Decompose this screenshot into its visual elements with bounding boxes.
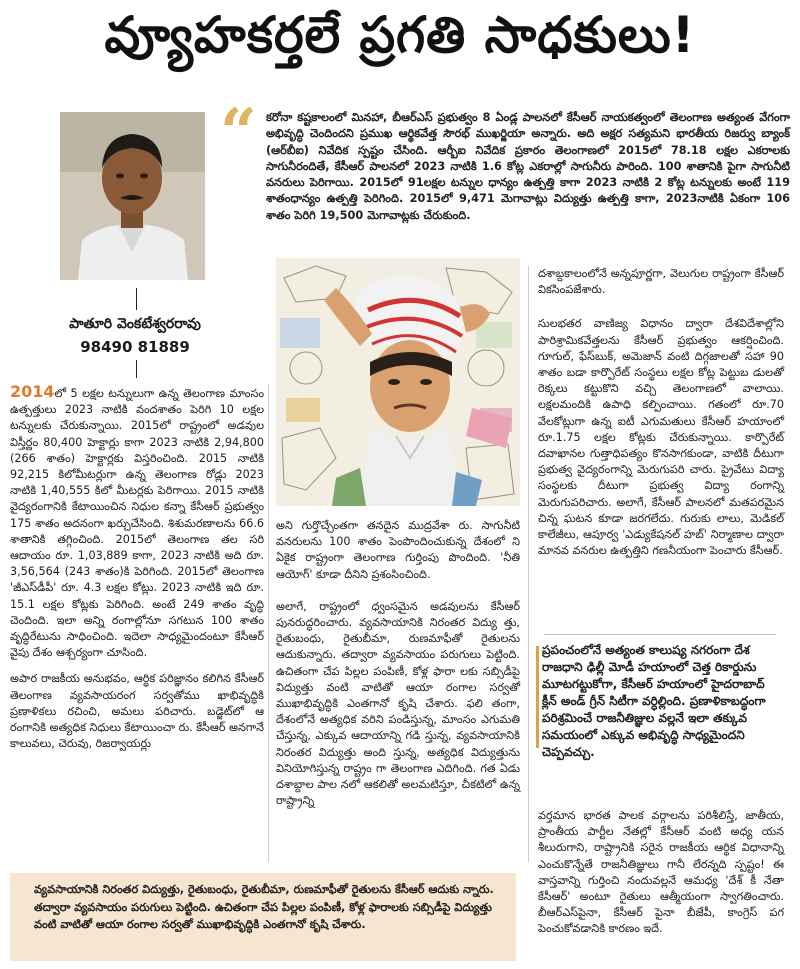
callout-text: వ్యవసాయానికి నిరంతర విద్యుత్తు, రైతుబంధు, రైతుబీమా, రుణమాఫీతో రైతులను కేసీఆర్ ఆదుకు న్నారు. తద్వారా వ్యవసాయం పరుగులు పెట్టింది. ఉచితంగా చేప పిల్లల పంపిణీ, కోళ్ల ఫారాలకు సబ్సిడీపై విద్యుత్తు వంటి వాటితో ఆయా రంగాల సర్వతో ముఖాభివృద్ధికి ఎంతగానో కృషి చేశారు. [34,883,494,931]
col2-paragraph-2: అలాగే, రాష్ట్రంలో ధ్వంసమైన అడవులను కేసీఆర్ పునరుద్ధరించారు. వ్యవసాయానికి నిరంతర విద్యు త్తు, రైతుబంధు, రైతుబీమా, రుణమాఫీతో రైతులను ఆదుకున్నారు. తద్వారా వ్యవసాయం పరుగులు పెట్టింది. ఉచితంగా చేప పిల్లల పంపిణీ, కోళ్ల ఫారా లకు సబ్సిడీపై విద్యుత్తు వంటి వాటితో ఆయా రంగాల సర్వతో ముఖాభివృద్ధికి ఎంతగానో కృషి చేశారు. ఫలి తంగా, దేశంలోనే అత్యధిక వరిని పండిస్తున్న, మాంసం ఎగుమతి చేస్తున్న, ఎక్కువ ఆదాయాన్ని గడి స్తున్న, వ్యవసాయానికి నిరంతర విద్యుత్తు అంది స్తున్న, అత్యధిక విద్యుత్తును వినియోగిస్తున్న రాష్ట్రం గా తెలంగాణ ఎదిగింది. గత ఏడు దశాబ్దాల పాల నలో ఆకలితో అలమటిస్తూ, చీకటిలో ఉన్న రాష్ట్రాన్ని [276,599,520,808]
column-divider-1 [268,384,269,862]
col2-paragraph-1: అని గుర్తొచ్చేంతగా తనదైన ముద్రవేశా రు. సాగునీటి వనరులను 100 శాతం పెంపొందించుకున్న దేశంలో ని ఏకైక రాష్ట్రంగా తెలంగాణ గుర్తింపు పొందింది. 'నీతి ఆయోగ్' కూడా దీనిని ప్రశంసించింది. [276,519,520,581]
author-divider-bottom [136,360,137,378]
lead-year: 2014 [10,382,55,401]
author-portrait-image [60,112,205,280]
column-1 [10,384,264,762]
pullquote: ప్రపంచంలోనే అత్యంత కాలుష్య నగరంగా దేశ రాజధాని ఢిల్లీ మోడీ హయాంలో చెత్త రికార్డును మూటగట్టుకోగా, కేసీఆర్ హయాంలో హైదరాబాద్ క్లీన్ అండ్ గ్రీన్ సిటీగా వర్ధిల్లింది. ప్రణాళికాబద్ధంగా పరిశ్రమించే రాజనీతిజ్ఞుల వల్లనే ఇలా తక్కువ సమయంలో ఎక్కువ అభివృద్ధి సాధ్యమైందని చెప్పవచ్చు. [542,643,766,759]
author-photo [60,112,205,280]
column-3 [538,266,784,569]
col1-paragraph-2: అపార రాజకీయ అనుభవం, ఆర్థిక పరిజ్ఞానం కలిగిన కేసీఆర్ తెలంగాణ వ్యవసాయరంగ సర్వతోము ఖాభివృద్ధికి ప్రణాళికలు రచించి, అమలు పరిచారు. బడ్జెట్‌లో ఆ రంగానికి అత్యధిక నిధులు కేటాయించా రు. కేసీఆర్ అనగానే కాలువలు, చెరువు, రిజర్వాయర్లు [10,672,264,751]
col3-paragraph-1: సులభతర వాణిజ్య విధానం ద్వారా దేశవిదేశాల్లోని పారిశ్రామికవేత్తలను కేసీఆర్ ప్రభుత్వం ఆకర్షించింది. గూగుల్, ఫేస్‌బుక్, అమెజాన్ వంటి దిగ్గజాలతో సహా 90 శాతం బడా కార్పొరేట్ సంస్థలు లక్షల కోట్ల పెట్టుబ డులతో రెక్కలు కట్టుకొని వచ్చి తెలంగాణలో వాలాయి. లక్షలమందికి ఉపాధి కల్పించాయి. గతంలో రూ.70 వేలకోట్లుగా ఉన్న ఐటీ ఎగుమతులు కేసీఆర్ హయాంలో రూ.1.75 లక్షల కోట్లకు చేరుకున్నాయి. కార్పొరేట్ దవాఖానల గుత్తాధిపత్యం కొనసాగకుండా, వాటికి దీటుగా ప్రభుత్వ వైద్యరంగాన్ని మెరుగుపరి చారు. ప్రైవేటు విద్యా సంస్థలకు దీటుగా ప్రభుత్వ విద్యా రంగాన్ని మెరుగుపరిచారు. అలాగే, కేసీఆర్ పాలనలో మతపరమైన చిన్న ఘటన కూడా జరగలేదు. గురుకు లాలు, మెడికల్ కాలేజీలు, ఆపూర్వ 'ఎడ్యుకేషనల్ హబ్' నిర్మాణాల ద్వారా మానవ వనరుల ఉత్పత్తిని గణనీయంగా పెంచారు కేసీఆర్. [538,317,784,558]
author-divider [136,288,137,310]
pullquote-rule [544,634,776,635]
column-divider-2 [528,266,529,862]
headline: వ్యూహకర్తలే ప్రగతి సాధకులు! [104,6,696,64]
kcr-illustration-image [276,258,520,506]
author-phone: 98490 81889 [80,338,190,356]
column-3-end [538,808,784,948]
quote-mark-icon: “ [220,95,257,170]
intro-paragraph: కరోనా కష్టకాలంలో మినహా, బీఆర్ఎస్ ప్రభుత్వం 8 ఏండ్ల పాలనలో కేసీఆర్ నాయకత్వంలో తెలంగాణ అత్యంత వేగంగా అభివృద్ధి చెందిందని ప్రముఖ ఆర్థికవేత్త సౌరభ్ ముఖర్జియా అన్నారు. అది అక్షర సత్యమని భారతీయ రిజర్వు బ్యాంక్ (ఆర్‌బీఐ) నివేదిక స్పష్టం చేసింది. ఆర్బీఐ నివేదిక ప్రకారం తెలంగాణలో 2015లో 78.18 లక్షల ఎకరాలకు సాగునీరందితే, కేసీఆర్ పాలనలో 2023 నాటికి 1.6 కోట్ల ఎకరాల్లో సాగునీరు పారింది. 100 శాతానికి పైగా సాగునీటి వనరులు పెరిగాయి. 2015లో 91లక్షల టన్నుల ధాన్యం ఉత్పత్తి కాగా 2023 నాటికి 2 కోట్ల టన్నులకు అంటే 119 శాతంధాన్యం ఉత్పత్తి పెరిగింది. 2015లో 9,471 మెగావాట్లు విద్యుత్తు ఉత్పత్తి కాగా, 2023నాటికి ఏకంగా 106 శాతం పెరిగి 19,500 మెగావాట్లకు చేరుకుంది. [266,111,790,222]
col1-paragraph-1-text: లో 5 లక్షల టన్నులుగా ఉన్న తెలంగాణ మాంసం ఉత్పత్తులు 2023 నాటికి వందశాతం పెరిగి 10 లక్షల టన్నులకు చేరుకున్నాయి. 2015లో రాష్ట్రంలో అడవుల విస్తీర్ణం 80,400 హెక్టార్లు కాగా 2023 నాటికి 2,94,800 (266 శాతం) హెక్టార్లకు విస్తరించింది. 2015 నాటికి 92,215 కిలోమీటర్లుగా ఉన్న తెలంగాణ రోడ్లు 2023 నాటికి 1,40,555 కిలో మీటర్లకు పెరిగాయి. 2015 నాటికి వైద్యరంగానికి కేటాయించిన నిధుల కన్నా కేసీఆర్ ప్రభుత్వం 175 శాతం అదనంగా ఖర్చుచేసింది. శిశుమరణాలను 66.6 శాతానికి తగ్గించింది. 2015లో తెలంగాణ తల సరి ఆదాయం రూ. 1,03,889 కాగా, 2023 నాటికి అది రూ. 3,56,564 (243 శాతం)కి పెరిగింది. 2015లో తెలంగాణ 'జీఎస్‌డీపీ' రూ. 4.3 లక్షల కోట్లు. 2023 నాటికి ఇది రూ. 15.1 లక్షల కోట్లకు పెరిగింది. అంటే 249 శాతం వృద్ధి చెందింది. ఇలా అన్ని రంగాల్లోనూ సగటున 100 శాతం వృద్ధిరేటును సాధించింది. ఇదెలా సాధ్యమైందంటూ కేసీఆర్ వైపు దేశం ఆశ్చర్యంగా చూసింది. [10,387,264,660]
author-name: పాతూరి వెంకటేశ్వరరావు [69,316,201,332]
kcr-illustration [276,258,520,506]
column-2 [276,518,520,819]
col3-paragraph-0: దశాబ్దకాలంలోనే అన్నపూర్ణగా, వెలుగుల రాష్ట్రంగా కేసీఆర్ వికసింపజేశారు. [538,267,784,297]
col1-paragraph-1 [10,384,264,661]
col3-paragraph-2: వర్తమాన భారత పాలక వర్గాలను పరిశీలిస్తే, జాతీయ, ప్రాంతీయ పార్టీల నేతల్లో కేసీఆర్ వంటి అధ్య యన శీలురుగాని, రాష్ట్రానికి సరైన రాజకీయ ఆర్థిక విధానాన్ని ఎంచుకొన్నేతే రాజనీతిజ్ఞులు గానీ లేరన్నది స్పష్టం! ఈ వాస్తవాన్ని గుర్తించి నందువల్లనే ఆమధ్య 'దేశ్ కీ నేతా కేసీఆర్' అంటూ రైతులు ఆత్మీయంగా స్వాగతించారు. బీఆర్ఎస్‌పైనా, కేసీఆర్ పైనా బీజేపీ, కాంగ్రెస్ పగ పెంచుకోవడానికి కారణం ఇదే. [538,809,784,936]
pullquote-bar [536,646,539,748]
